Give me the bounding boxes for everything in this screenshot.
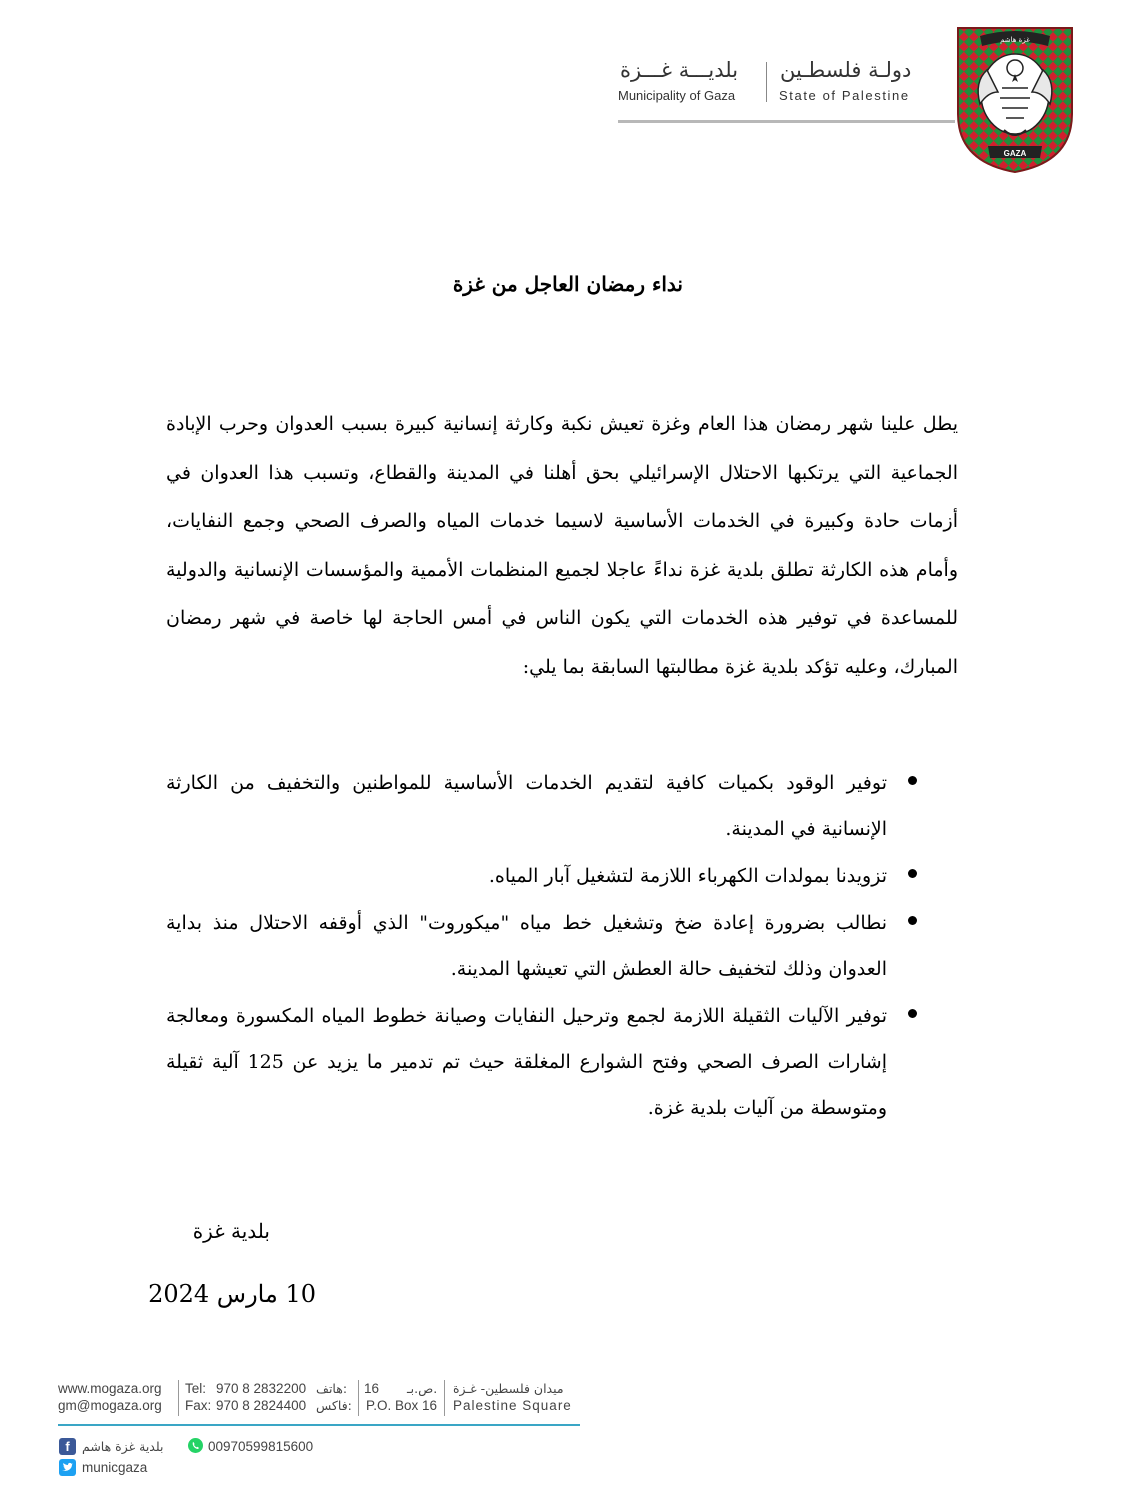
state-name-arabic: دولـة فلسطـين bbox=[780, 58, 912, 82]
emblem-bottom-text: GAZA bbox=[1003, 149, 1027, 158]
list-item-text: تزويدنا بمولدات الكهرباء اللازمة لتشغيل آبار المياه. bbox=[488, 865, 887, 887]
document-date: 10 مارس 2024 bbox=[148, 1280, 316, 1308]
fax-number: 970 8 2824400 bbox=[216, 1398, 307, 1413]
state-name-english: State of Palestine bbox=[779, 88, 910, 103]
signature: بلدية غزة bbox=[192, 1219, 270, 1243]
website-link[interactable]: www.mogaza.org bbox=[58, 1381, 162, 1396]
facebook-name[interactable]: بلدية غزة هاشم bbox=[82, 1439, 164, 1454]
whatsapp-number[interactable]: 00970599815600 bbox=[208, 1439, 314, 1454]
bullet-icon bbox=[908, 776, 917, 785]
municipality-name-english: Municipality of Gaza bbox=[618, 88, 736, 103]
body-paragraph: يطل علينا شهر رمضان هذا العام وغزة تعيش نكبة وكارثة إنسانية كبيرة بسبب العدوان وحرب الإبادة الجماعية التي يرتكبها الاحتلال الإسرائيلي بحق أهلنا في المدينة والقطاع، وتسبب هذا العدوان في أزمات حادة وكبيرة في الخدمات الأساسية لاسيما خدمات المياه والصرف الصحي وجمع النفايات، وأمام هذه الكارثة تطلق بلدية غزة نداءً عاجلا لجميع المنظمات الأممية والمؤسسات الإنسانية والدولية للمساعدة في توفير هذه الخدمات التي يكون الناس في أمس الحاجة لها خاصة في شهر رمضان المبارك، وعليه تؤكد بلدية غزة مطالبتها السابقة بما يلي: bbox=[166, 413, 958, 678]
list-item-text: توفير الوقود بكميات كافية لتقديم الخدمات الأساسية للمواطنين والتخفيف من الكارثة الإنسانية في المدينة. bbox=[166, 772, 887, 840]
twitter-icon[interactable] bbox=[59, 1459, 76, 1476]
footer-divider bbox=[178, 1380, 179, 1416]
header-rule bbox=[618, 120, 955, 123]
footer-rule bbox=[58, 1424, 580, 1426]
list-item bbox=[166, 760, 887, 852]
list-item-text: توفير الآليات الثقيلة اللازمة لجمع وترحيل النفايات وصيانة خطوط المياه المكسورة ومعالجة إشارات الصرف الصحي وفتح الشوارع المغلقة حيث تم تدمير ما يزيد عن 125 آلية ثقيلة ومتوسطة من آليات بلدية غزة. bbox=[166, 1005, 887, 1119]
footer-divider bbox=[444, 1380, 445, 1416]
bullet-icon bbox=[908, 1009, 917, 1018]
pobox-english: P.O. Box 16 bbox=[366, 1398, 438, 1413]
footer-divider bbox=[358, 1380, 359, 1416]
list-item-text: نطالب بضرورة إعادة ضخ وتشغيل خط مياه "ميكوروت" الذي أوقفه الاحتلال منذ بداية العدوان وذلك لتخفيف حالة العطش التي تعيشها المدينة. bbox=[166, 912, 887, 980]
fax-label: Fax: bbox=[185, 1398, 212, 1413]
tel-label: Tel: bbox=[185, 1381, 207, 1396]
tel-number: 970 8 2832200 bbox=[216, 1381, 307, 1396]
header-separator bbox=[766, 62, 767, 102]
bullet-icon bbox=[908, 869, 917, 878]
address-english: Palestine Square bbox=[453, 1398, 572, 1413]
demands-list bbox=[166, 760, 887, 1132]
email-link[interactable]: gm@mogaza.org bbox=[58, 1398, 162, 1413]
list-item bbox=[166, 993, 887, 1131]
twitter-handle[interactable]: municgaza bbox=[82, 1460, 148, 1475]
tel-label-arabic: هاتف: bbox=[316, 1381, 348, 1396]
document-title: نداء رمضان العاجل من غزة bbox=[452, 272, 683, 296]
pobox-number: 16 bbox=[364, 1381, 380, 1396]
fax-label-arabic: فاكس: bbox=[316, 1398, 352, 1413]
facebook-icon[interactable]: f bbox=[59, 1438, 76, 1455]
whatsapp-icon[interactable] bbox=[188, 1438, 203, 1453]
pobox-label-arabic: ص.بـ. bbox=[407, 1381, 438, 1396]
address-arabic: ميدان فلسطين- غـزة bbox=[453, 1381, 564, 1396]
list-item bbox=[166, 900, 887, 992]
gaza-emblem-logo bbox=[954, 22, 1076, 174]
emblem-top-text: غزة هاشم bbox=[1000, 36, 1030, 44]
list-item bbox=[166, 853, 887, 899]
bullet-icon bbox=[908, 916, 917, 925]
municipality-name-arabic: بلديـــة غـــزة bbox=[620, 58, 739, 82]
